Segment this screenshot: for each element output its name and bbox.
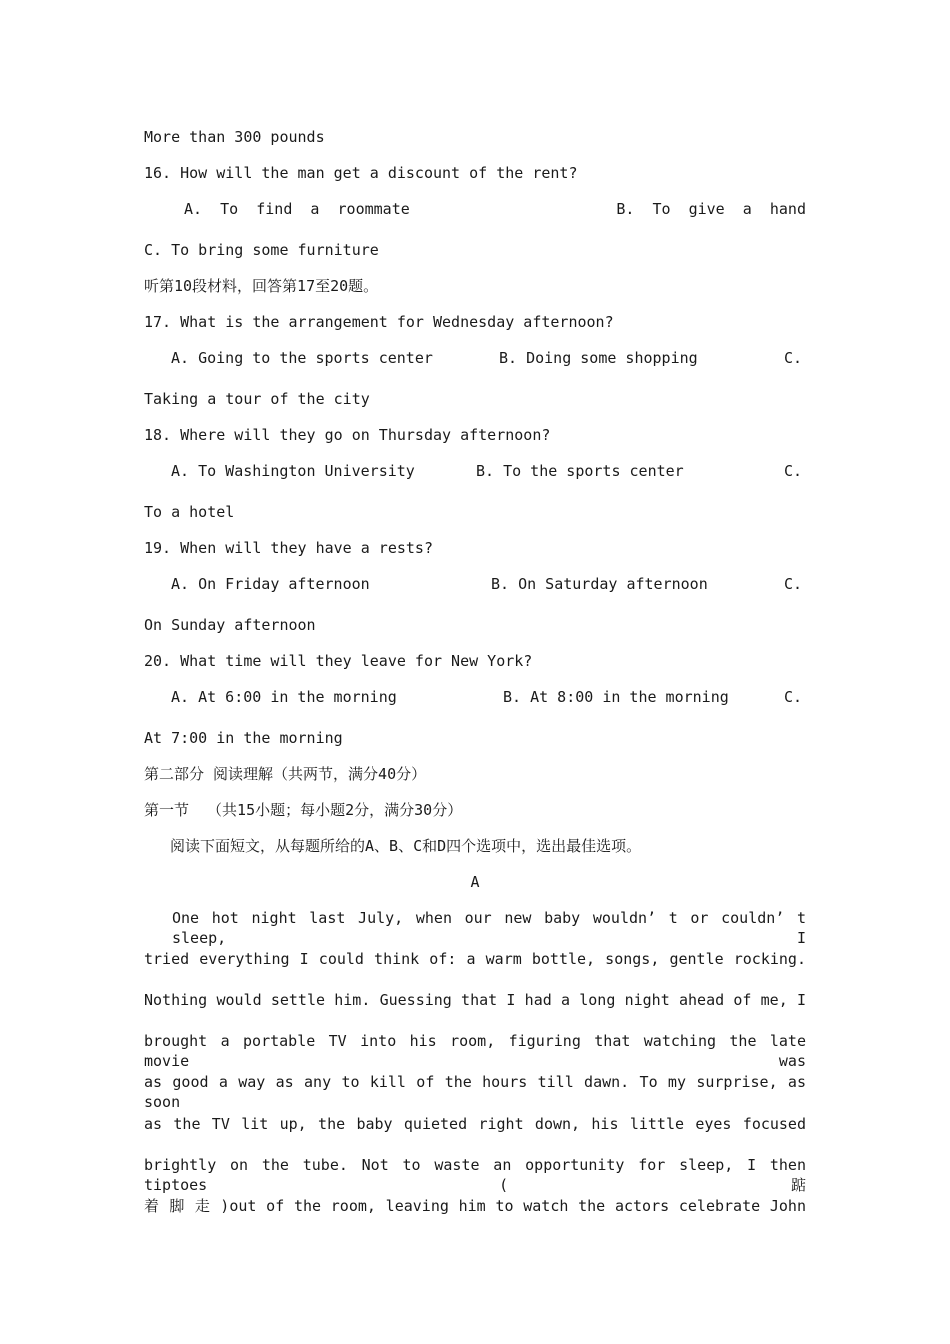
q17-option-b: B. Doing some shopping <box>499 349 698 367</box>
q17-option-c-label: C. <box>783 349 802 367</box>
reading-instruction: 阅读下面短文，从每题所给的A、B、C和D四个选项中，选出最佳选项。 <box>170 837 642 855</box>
passage-line: as good a way as any to kill of the hours till dawn. To my surprise, as soon <box>144 1073 806 1111</box>
q20-option-a: A. At 6:00 in the morning <box>171 688 397 706</box>
question-18-stem: 18. Where will they go on Thursday afternoon? <box>144 426 551 444</box>
question-16-stem: 16. How will the man get a discount of the rent? <box>144 164 578 182</box>
part-two-heading: 第二部分 阅读理解（共两节，满分40分） <box>144 765 427 783</box>
question-19-options <box>144 574 806 594</box>
question-16-options <box>144 199 806 219</box>
q19-option-b: B. On Saturday afternoon <box>491 575 708 593</box>
passage-line: as the TV lit up, the baby quieted right down, his little eyes focused <box>144 1115 806 1133</box>
question-18-options <box>144 461 806 481</box>
passage-line: tried everything I could think of: a warm bottle, songs, gentle rocking. <box>144 950 806 968</box>
passage-label: A <box>470 873 480 891</box>
passage-line: Nothing would settle him. Guessing that I had a long night ahead of me, I <box>144 991 806 1009</box>
q20-option-b: B. At 8:00 in the morning <box>503 688 729 706</box>
question-17-stem: 17. What is the arrangement for Wednesday afternoon? <box>144 313 614 331</box>
q18-option-b: B. To the sports center <box>476 462 684 480</box>
question-20-stem: 20. What time will they leave for New York? <box>144 652 533 670</box>
q16-option-a: A. To find a roommate <box>184 200 410 218</box>
q19-option-c-text: On Sunday afternoon <box>144 616 316 634</box>
option-text-line: More than 300 pounds <box>144 128 325 146</box>
question-20-options <box>144 687 806 707</box>
q16-option-b: B. To give a hand <box>616 200 806 218</box>
q20-option-c-text: At 7:00 in the morning <box>144 729 343 747</box>
q18-option-c-label: C. <box>783 462 802 480</box>
passage-line: One hot night last July, when our new baby wouldn’ t or couldn’ t sleep, I <box>172 909 806 947</box>
passage-line: 着 脚 走 )out of the room, leaving him to watch the actors celebrate John <box>144 1197 806 1215</box>
question-17-options <box>144 348 806 368</box>
q19-option-c-label: C. <box>783 575 802 593</box>
q17-option-a: A. Going to the sports center <box>171 349 433 367</box>
q20-option-c-label: C. <box>783 688 802 706</box>
passage-line: brought a portable TV into his room, figuring that watching the late movie was <box>144 1032 806 1070</box>
section-one-heading: 第一节 （共15小题；每小题2分，满分30分） <box>144 801 463 819</box>
listening-section-heading: 听第10段材料，回答第17至20题。 <box>144 277 379 295</box>
q18-option-a: A. To Washington University <box>171 462 415 480</box>
question-19-stem: 19. When will they have a rests? <box>144 539 433 557</box>
passage-line: brightly on the tube. Not to waste an opportunity for sleep, I then tiptoes (踮 <box>144 1156 806 1194</box>
q16-option-c: C. To bring some furniture <box>144 241 379 259</box>
q18-option-c-text: To a hotel <box>144 503 235 521</box>
q17-option-c-text: Taking a tour of the city <box>144 390 370 408</box>
q19-option-a: A. On Friday afternoon <box>171 575 370 593</box>
